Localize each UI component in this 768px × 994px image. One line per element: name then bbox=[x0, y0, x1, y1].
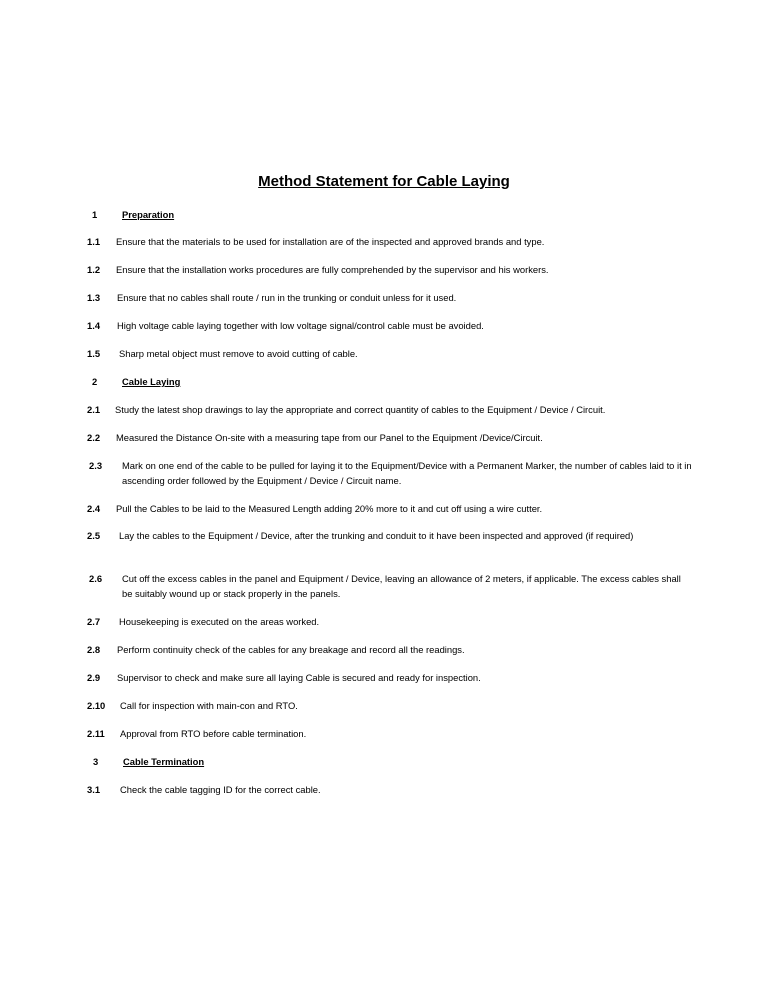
item-number: 1.1 bbox=[87, 236, 101, 247]
item-number: 1.4 bbox=[87, 320, 101, 331]
item-text: Lay the cables to the Equipment / Device, after the trunking and conduit to it have been inspected and approved (if required) bbox=[119, 530, 634, 541]
section-title: Preparation bbox=[122, 209, 175, 220]
item-number: 2.7 bbox=[87, 616, 101, 627]
item-text: Mark on one end of the cable to be pulled for laying it to the Equipment/Device with a Permanent Marker, the number of cables laid to it in ascending order followed by the Equipment / Device / Circuit name. bbox=[122, 460, 692, 486]
item-number: 2 bbox=[92, 376, 98, 387]
item-text: Pull the Cables to be laid to the Measured Length adding 20% more to it and cut off using a wire cutter. bbox=[116, 503, 543, 514]
item-text: Sharp metal object must remove to avoid cutting of cable. bbox=[119, 348, 358, 359]
item-number: 2.2 bbox=[87, 432, 101, 443]
document-title: Method Statement for Cable Laying bbox=[258, 173, 510, 190]
item-number: 1.2 bbox=[87, 264, 101, 275]
item-text: Perform continuity check of the cables for any breakage and record all the readings. bbox=[117, 644, 465, 655]
item-number: 2.8 bbox=[87, 644, 101, 655]
item-text: Ensure that the installation works procedures are fully comprehended by the supervisor and his workers. bbox=[116, 264, 549, 275]
item-text: Cut off the excess cables in the panel and Equipment / Device, leaving an allowance of 2 meters, if applicable. The excess cables shall be suitably wound up or stack properly in the panels. bbox=[122, 573, 681, 599]
item-text: High voltage cable laying together with low voltage signal/control cable must be avoided. bbox=[117, 320, 484, 331]
item-number: 1 bbox=[92, 209, 98, 220]
item-text: Ensure that the materials to be used for installation are of the inspected and approved brands and type. bbox=[116, 236, 545, 247]
item-text: Study the latest shop drawings to lay the appropriate and correct quantity of cables to the Equipment / Device / Circuit. bbox=[115, 404, 606, 415]
item-number: 1.3 bbox=[87, 292, 101, 303]
item-number: 2.10 bbox=[87, 700, 106, 711]
section-title: Cable Laying bbox=[122, 376, 181, 387]
item-number: 2.1 bbox=[87, 404, 101, 415]
item-text: Check the cable tagging ID for the correct cable. bbox=[120, 784, 321, 795]
item-number: 3.1 bbox=[87, 784, 101, 795]
item-number: 2.6 bbox=[89, 573, 103, 584]
item-text: Call for inspection with main-con and RTO. bbox=[120, 700, 298, 711]
section-title: Cable Termination bbox=[123, 756, 205, 767]
item-text: Approval from RTO before cable termination. bbox=[120, 728, 307, 739]
item-number: 2.5 bbox=[87, 530, 101, 541]
item-text: Housekeeping is executed on the areas worked. bbox=[119, 616, 320, 627]
item-text: Ensure that no cables shall route / run in the trunking or conduit unless for it used. bbox=[117, 292, 457, 303]
item-text: Measured the Distance On-site with a measuring tape from our Panel to the Equipment /Device/Circuit. bbox=[116, 432, 543, 443]
item-number: 2.11 bbox=[87, 728, 105, 739]
item-number: 1.5 bbox=[87, 348, 101, 359]
item-number: 2.3 bbox=[89, 460, 103, 471]
item-number: 2.4 bbox=[87, 503, 101, 514]
item-number: 2.9 bbox=[87, 672, 101, 683]
item-number: 3 bbox=[93, 756, 99, 767]
item-text: Supervisor to check and make sure all laying Cable is secured and ready for inspection. bbox=[117, 672, 481, 683]
